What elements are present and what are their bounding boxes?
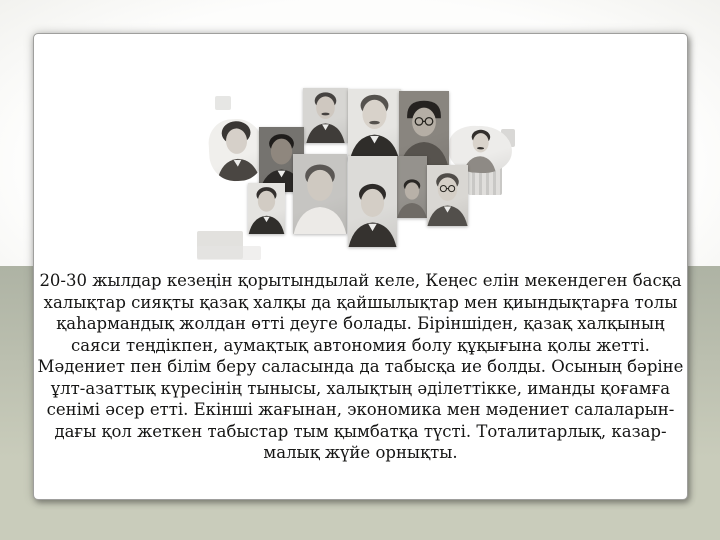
portrait-7-photo: [293, 154, 347, 234]
portrait-10-photo: [397, 156, 427, 218]
body-line: халықтар сияқты қазақ халқы да қайшылықтар мен қиындықтарға толы: [43, 292, 678, 312]
portrait-1-photo: [207, 118, 266, 183]
slide-body-text: [34, 270, 687, 464]
portrait-8-photo: [348, 156, 397, 247]
body-line: сенімі әсер етті. Екінші жағынан, экономика мен мәдениет салаларын-: [46, 400, 675, 419]
body-line: саяси теңдікпен, аумақтық автономия болу құқығына қолы жетті.: [71, 335, 650, 355]
slide-card: [33, 33, 688, 500]
body-line: дағы қол жеткен табыстар тым қымбатқа түсті. Тоталитарлық, казар-: [54, 421, 667, 441]
body-line: ұлт-азаттық күресінің тынысы, халықтың әділеттікке, иманды қоғамға: [50, 378, 671, 398]
body-line: малық жүйе орнықты.: [263, 443, 458, 462]
portrait-4-photo: [348, 89, 401, 160]
body-line: 20-30 жылдар кезеңін қорытындылай келе, Кеңес елін мекендеген басқа: [39, 271, 682, 290]
body-line: Мәдениет пен білім беру саласында да табысқа ие болды. Осының бәріне: [37, 357, 684, 376]
portrait-9-photo: [248, 183, 285, 234]
portrait-3-photo: [303, 88, 348, 143]
portrait-11-photo: [427, 165, 468, 226]
portrait-collage: [206, 86, 518, 261]
photo-fragment: [197, 246, 261, 260]
body-line: қаһармандық жолдан өтті деуге болады. Біріншіден, қазақ халқының: [56, 314, 665, 333]
photo-fragment: [215, 96, 231, 110]
